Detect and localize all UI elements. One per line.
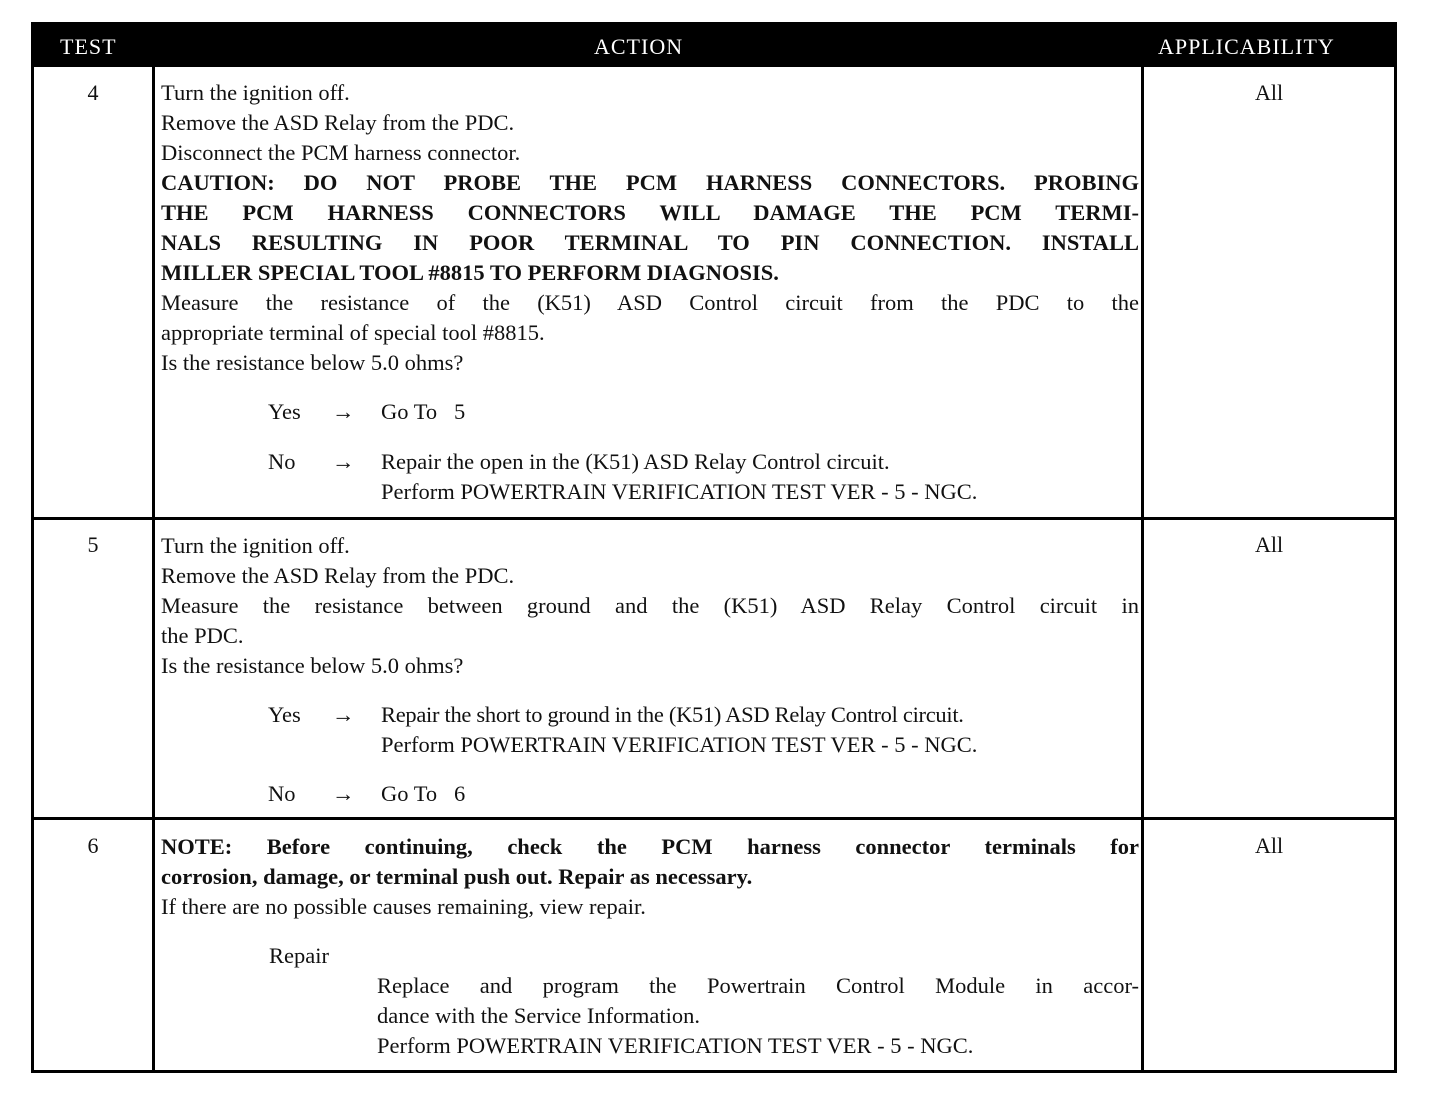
- caution-line: NALS RESULTING IN POOR TERMINAL TO PIN CONNECTION. INSTALL: [161, 230, 1139, 255]
- question: Is the resistance below 5.0 ohms?: [161, 653, 464, 678]
- question: Is the resistance below 5.0 ohms?: [161, 350, 464, 375]
- action-line: If there are no possible causes remaining, view repair.: [161, 894, 646, 919]
- test-number: 6: [87, 833, 99, 858]
- no-option: [161, 779, 1139, 809]
- yes-label: Yes: [268, 399, 301, 424]
- column-divider: [152, 25, 155, 1070]
- applicability-value: All: [1254, 833, 1284, 858]
- table-header: [34, 25, 1394, 67]
- action-cell: [161, 832, 1139, 1061]
- row-divider: [34, 517, 1394, 520]
- yes-label: Yes: [268, 702, 301, 727]
- applicability-value: All: [1254, 80, 1284, 105]
- action-line: Disconnect the PCM harness connector.: [161, 140, 521, 165]
- applicability-value: All: [1254, 532, 1284, 557]
- caution-line: MILLER SPECIAL TOOL #8815 TO PERFORM DIAGNOSIS.: [161, 260, 779, 285]
- action-line: Turn the ignition off.: [161, 533, 350, 558]
- repair-line: dance with the Service Information.: [377, 1003, 701, 1028]
- no-result-continued: [161, 477, 1139, 507]
- no-result: Go To 6: [381, 781, 466, 806]
- action-line: appropriate terminal of special tool #8815.: [161, 320, 545, 345]
- caution-line: CAUTION: DO NOT PROBE THE PCM HARNESS CONNECTORS. PROBING: [161, 170, 1139, 195]
- no-label: No: [268, 449, 296, 474]
- arrow-icon: →: [332, 702, 355, 727]
- caution-line: THE PCM HARNESS CONNECTORS WILL DAMAGE THE PCM TERMI-: [161, 200, 1139, 225]
- test-number: 4: [87, 80, 99, 105]
- yes-result: Go To 5: [381, 399, 466, 424]
- action-line: Remove the ASD Relay from the PDC.: [161, 563, 515, 588]
- verification-test-line: Perform POWERTRAIN VERIFICATION TEST VER - 5 - NGC.: [381, 479, 978, 504]
- repair-line: Perform POWERTRAIN VERIFICATION TEST VER - 5 - NGC.: [377, 1033, 974, 1058]
- note-line: NOTE: Before continuing, check the PCM harness connector terminals for: [161, 834, 1139, 859]
- yes-result: Repair the short to ground in the (K51) ASD Relay Control circuit.: [381, 702, 964, 727]
- action-cell: [161, 531, 1139, 809]
- arrow-icon: →: [332, 781, 355, 806]
- note-line: corrosion, damage, or terminal push out. Repair as necessary.: [161, 864, 753, 889]
- arrow-icon: →: [332, 449, 355, 474]
- no-result: Repair the open in the (K51) ASD Relay Control circuit.: [381, 449, 890, 474]
- action-line: Measure the resistance between ground and the (K51) ASD Relay Control circuit in: [161, 593, 1139, 618]
- arrow-icon: →: [332, 399, 355, 424]
- action-line: Turn the ignition off.: [161, 80, 350, 105]
- no-option: [161, 447, 1139, 477]
- repair-line: Replace and program the Powertrain Control Module in accor-: [377, 973, 1139, 998]
- diagnostic-table: [31, 22, 1397, 1073]
- action-line: Remove the ASD Relay from the PDC.: [161, 110, 515, 135]
- header-applicability: APPLICABILITY: [1158, 34, 1335, 59]
- row-divider: [34, 817, 1394, 820]
- yes-option: [161, 700, 1139, 730]
- no-label: No: [268, 781, 296, 806]
- action-cell: [161, 78, 1139, 507]
- action-line: Measure the resistance of the (K51) ASD Control circuit from the PDC to the: [161, 290, 1139, 315]
- repair-label: Repair: [269, 943, 329, 968]
- repair-text: [161, 971, 1139, 1061]
- header-test: TEST: [60, 34, 117, 59]
- yes-option: [161, 397, 1139, 427]
- verification-test-line: Perform POWERTRAIN VERIFICATION TEST VER - 5 - NGC.: [381, 732, 978, 757]
- header-action: ACTION: [594, 34, 684, 59]
- yes-result-continued: [161, 730, 1139, 760]
- action-line: the PDC.: [161, 623, 244, 648]
- test-number: 5: [87, 532, 99, 557]
